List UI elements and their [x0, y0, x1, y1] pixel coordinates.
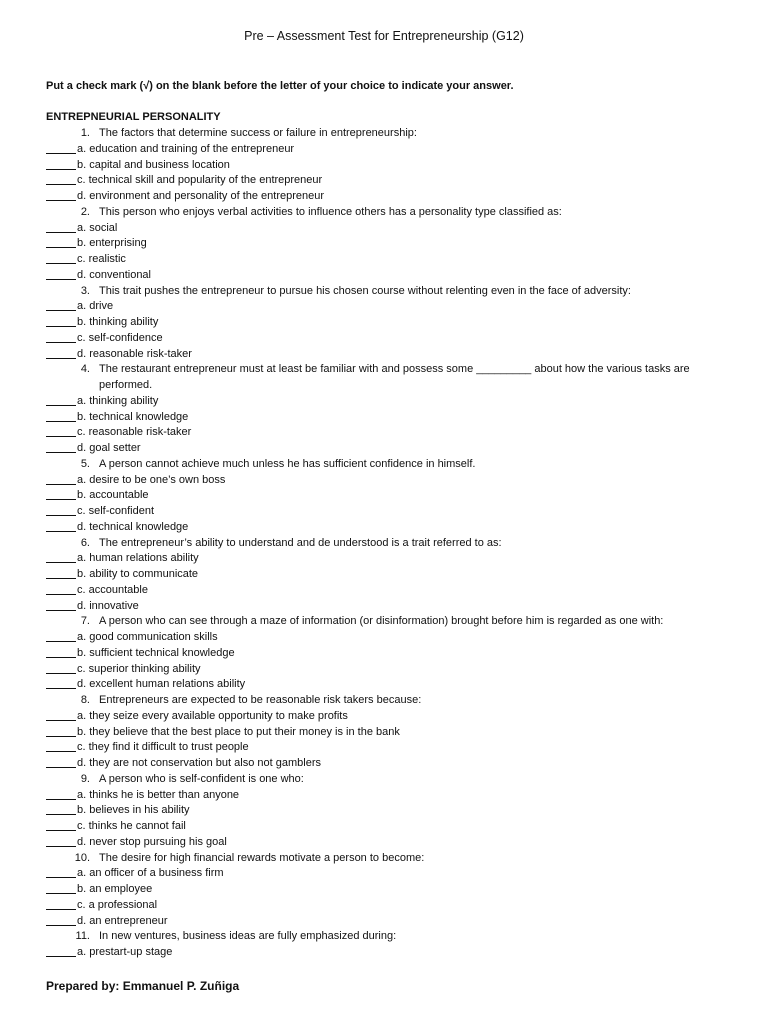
answer-option — [46, 315, 726, 331]
question-item — [46, 693, 726, 709]
answer-blank[interactable] — [46, 425, 76, 437]
answer-option — [46, 630, 726, 646]
answer-option — [46, 252, 726, 268]
question-item — [46, 284, 726, 300]
answer-option — [46, 788, 726, 804]
option-text: a. an officer of a business firm — [77, 867, 224, 880]
question-text: The entrepreneur’s ability to understand and de understood is a trait referred to as: — [99, 536, 502, 549]
answer-blank[interactable] — [46, 142, 76, 154]
answer-blank[interactable] — [46, 488, 76, 500]
answer-blank[interactable] — [46, 756, 76, 768]
answer-option — [46, 236, 726, 252]
option-text: c. they find it difficult to trust people — [77, 741, 249, 754]
answer-option — [46, 725, 726, 741]
question-text: The restaurant entrepreneur must at least be familiar with and possess some _________ about how the various tasks are performed. — [99, 363, 690, 391]
answer-blank[interactable] — [46, 441, 76, 453]
answer-blank[interactable] — [46, 236, 76, 248]
question-text: Entrepreneurs are expected to be reasonable risk takers because: — [99, 694, 422, 706]
answer-blank[interactable] — [46, 646, 76, 658]
answer-option — [46, 221, 726, 237]
option-text: a. human relations ability — [77, 552, 199, 565]
answer-blank[interactable] — [46, 677, 76, 689]
answer-option — [46, 835, 726, 851]
question-item — [46, 536, 726, 552]
answer-option — [46, 740, 726, 756]
question-number: 1. — [80, 127, 90, 139]
option-text: a. prestart-up stage — [77, 946, 173, 958]
answer-option — [46, 882, 726, 898]
answer-blank[interactable] — [46, 520, 76, 532]
question-text: A person who is self-confident is one who: — [99, 772, 304, 785]
option-text: c. realistic — [77, 253, 126, 265]
answer-option — [46, 504, 726, 520]
answer-option — [46, 488, 726, 504]
answer-option — [46, 410, 726, 426]
answer-option — [46, 866, 726, 882]
option-text: c. technical skill and popularity of the entrepreneur — [77, 174, 323, 187]
question-number: 11. — [75, 930, 90, 943]
answer-option — [46, 299, 726, 315]
question-text: The desire for high financial rewards motivate a person to become: — [99, 851, 425, 864]
option-text: c. thinks he cannot fail — [77, 820, 186, 832]
question-number: 7. — [80, 615, 90, 628]
question-item — [46, 362, 726, 394]
answer-option — [46, 551, 726, 567]
answer-option — [46, 945, 726, 961]
option-text: d. never stop pursuing his goal — [77, 835, 227, 848]
answer-option — [46, 583, 726, 599]
option-text: b. technical knowledge — [77, 410, 189, 423]
answer-option — [46, 646, 726, 662]
answer-option — [46, 189, 726, 205]
question-number: 6. — [80, 536, 90, 549]
option-text: d. innovative — [77, 599, 139, 612]
answer-blank[interactable] — [46, 315, 76, 327]
option-text: b. believes in his ability — [77, 804, 190, 817]
answer-blank[interactable] — [46, 803, 76, 815]
instruction-text: Put a check mark (√) on the blank before the letter of your choice to indicate your answer. — [46, 80, 514, 92]
question-number: 10. — [74, 851, 90, 864]
answer-blank[interactable] — [46, 945, 76, 957]
answer-blank[interactable] — [46, 410, 76, 422]
question-text: This person who enjoys verbal activities to influence others has a personality type classified as: — [99, 205, 562, 218]
option-text: a. social — [77, 221, 118, 234]
answer-blank[interactable] — [46, 709, 76, 721]
option-text: a. education and training of the entrepreneur — [77, 142, 295, 155]
answer-option — [46, 898, 726, 914]
option-text: a. they seize every available opportunity to make profits — [77, 709, 348, 722]
answer-option — [46, 142, 726, 158]
answer-blank[interactable] — [46, 252, 76, 264]
question-item — [46, 929, 726, 945]
answer-blank[interactable] — [46, 189, 76, 201]
option-text: d. an entrepreneur — [77, 914, 168, 927]
option-text: c. self-confidence — [77, 331, 163, 344]
question-item — [46, 457, 726, 473]
question-number: 4. — [80, 363, 90, 376]
page-title: Pre – Assessment Test for Entrepreneurship (G12) — [244, 29, 524, 43]
answer-option — [46, 331, 726, 347]
option-text: b. accountable — [77, 489, 149, 502]
option-text: b. enterprising — [77, 237, 147, 250]
option-text: a. drive — [77, 300, 114, 313]
option-text: a. desire to be one’s own boss — [77, 473, 226, 486]
option-text: c. a professional — [77, 898, 158, 911]
answer-blank[interactable] — [46, 221, 76, 233]
question-number: 5. — [80, 457, 90, 470]
question-text: In new ventures, business ideas are fully emphasized during: — [99, 930, 397, 943]
answer-blank[interactable] — [46, 504, 76, 516]
answer-blank[interactable] — [46, 268, 76, 280]
question-item — [46, 772, 726, 788]
answer-blank[interactable] — [46, 567, 76, 579]
answer-blank[interactable] — [46, 725, 76, 737]
question-item — [46, 126, 726, 142]
answer-option — [46, 662, 726, 678]
option-text: c. self-confident — [77, 505, 155, 517]
answer-blank[interactable] — [46, 788, 76, 800]
option-text: a. thinks he is better than anyone — [77, 788, 240, 801]
option-text: d. they are not conservation but also not gamblers — [77, 757, 321, 769]
answer-blank[interactable] — [46, 835, 76, 847]
option-text: d. goal setter — [77, 442, 141, 454]
option-text: c. reasonable risk-taker — [77, 426, 192, 439]
option-text: d. technical knowledge — [77, 520, 189, 533]
option-text: b. an employee — [77, 883, 153, 895]
answer-blank[interactable] — [46, 914, 76, 926]
question-number: 9. — [80, 772, 90, 785]
section-heading: ENTREPNEURIAL PERSONALITY — [46, 111, 221, 123]
option-text: b. sufficient technical knowledge — [77, 646, 235, 659]
question-text: A person cannot achieve much unless he has sufficient confidence in himself. — [99, 457, 476, 470]
option-text: c. accountable — [77, 583, 148, 596]
option-text: a. good communication skills — [77, 631, 218, 643]
answer-blank[interactable] — [46, 599, 76, 611]
option-text: b. capital and business location — [77, 158, 230, 171]
option-text: a. thinking ability — [77, 394, 159, 407]
answer-blank[interactable] — [46, 394, 76, 406]
answer-option — [46, 677, 726, 693]
answer-option — [46, 756, 726, 772]
option-text: b. they believe that the best place to put their money is in the bank — [77, 725, 400, 738]
answer-blank[interactable] — [46, 819, 76, 831]
answer-option — [46, 914, 726, 930]
answer-blank[interactable] — [46, 583, 76, 595]
answer-option — [46, 520, 726, 536]
answer-blank[interactable] — [46, 740, 76, 752]
answer-option — [46, 394, 726, 410]
answer-blank[interactable] — [46, 551, 76, 563]
question-number: 8. — [80, 694, 90, 706]
question-text: This trait pushes the entrepreneur to pursue his chosen course without relenting even in the face of adversity: — [99, 284, 631, 297]
option-text: c. superior thinking ability — [77, 662, 201, 675]
answer-blank[interactable] — [46, 898, 76, 910]
answer-blank[interactable] — [46, 866, 76, 878]
answer-blank[interactable] — [46, 473, 76, 485]
question-text: A person who can see through a maze of information (or disinformation) brought before him is regarded as one with: — [99, 615, 664, 628]
answer-option — [46, 567, 726, 583]
question-list — [46, 126, 726, 961]
option-text: d. excellent human relations ability — [77, 678, 246, 691]
question-number: 2. — [80, 205, 90, 218]
answer-blank[interactable] — [46, 662, 76, 674]
answer-option — [46, 709, 726, 725]
answer-option — [46, 803, 726, 819]
answer-option — [46, 158, 726, 174]
question-item — [46, 614, 726, 630]
answer-option — [46, 599, 726, 615]
option-text: d. reasonable risk-taker — [77, 347, 192, 360]
answer-option — [46, 425, 726, 441]
option-text: d. conventional — [77, 268, 151, 281]
answer-blank[interactable] — [46, 630, 76, 642]
question-text: The factors that determine success or failure in entrepreneurship: — [99, 127, 417, 139]
prepared-by: Prepared by: Emmanuel P. Zuñiga — [46, 979, 240, 993]
answer-blank[interactable] — [46, 347, 76, 359]
answer-option — [46, 819, 726, 835]
answer-option — [46, 347, 726, 363]
answer-blank[interactable] — [46, 173, 76, 185]
answer-blank[interactable] — [46, 299, 76, 311]
answer-option — [46, 473, 726, 489]
option-text: b. thinking ability — [77, 316, 159, 328]
question-number: 3. — [80, 284, 90, 297]
option-text: d. environment and personality of the entrepreneur — [77, 190, 325, 202]
question-item — [46, 205, 726, 221]
answer-blank[interactable] — [46, 882, 76, 894]
answer-blank[interactable] — [46, 331, 76, 343]
answer-option — [46, 173, 726, 189]
answer-option — [46, 441, 726, 457]
answer-blank[interactable] — [46, 158, 76, 170]
question-item — [46, 851, 726, 867]
option-text: b. ability to communicate — [77, 568, 199, 580]
answer-option — [46, 268, 726, 284]
